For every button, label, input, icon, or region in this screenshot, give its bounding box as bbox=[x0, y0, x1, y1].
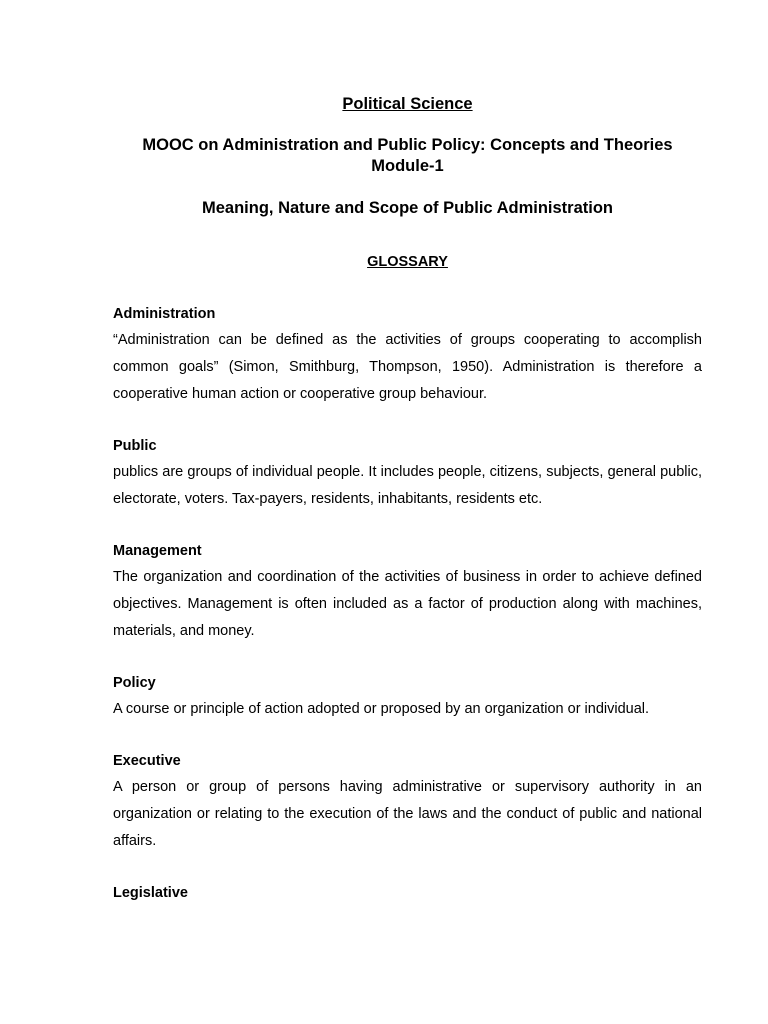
glossary-term: Executive bbox=[113, 753, 181, 769]
glossary-definition: publics are groups of individual people. It includes people, citizens, subjects, general public, electorate, voters. Tax-payers, residents, inhabitants, residents etc. bbox=[113, 464, 702, 507]
glossary-term: Administration bbox=[113, 306, 216, 322]
glossary-entry-executive bbox=[113, 748, 702, 855]
glossary-entry-public bbox=[113, 433, 702, 513]
course-title-line-1: MOOC on Administration and Public Policy: Concepts and Theories bbox=[142, 136, 673, 154]
module-number: Module-1 bbox=[371, 157, 444, 175]
glossary-definition: A course or principle of action adopted or proposed by an organization or individual. bbox=[113, 701, 650, 717]
module-title: Meaning, Nature and Scope of Public Administration bbox=[201, 199, 613, 217]
glossary-list bbox=[113, 301, 702, 931]
glossary-entry-legislative bbox=[113, 880, 702, 906]
glossary-heading: GLOSSARY bbox=[367, 254, 448, 270]
subject-title: Political Science bbox=[342, 95, 473, 113]
glossary-term: Legislative bbox=[113, 885, 188, 901]
glossary-entry-management bbox=[113, 538, 702, 645]
glossary-entry-administration bbox=[113, 301, 702, 408]
glossary-entry-policy bbox=[113, 670, 702, 723]
course-title bbox=[103, 135, 712, 177]
glossary-definition: “Administration can be defined as the activities of groups cooperating to accomplish common goals” (Simon, Smithburg, Thompson, 1950). Administration is therefore a cooperative human action or cooperative group behaviour. bbox=[113, 332, 702, 402]
glossary-term: Management bbox=[113, 543, 202, 559]
glossary-definition: A person or group of persons having administrative or supervisory authority in an organization or relating to the execution of the laws and the conduct of public and national affairs. bbox=[113, 779, 702, 849]
glossary-definition: The organization and coordination of the activities of business in order to achieve defined objectives. Management is often included as a factor of production along with machines, materials, and money. bbox=[113, 569, 702, 639]
glossary-term: Public bbox=[113, 438, 157, 454]
glossary-term: Policy bbox=[113, 675, 156, 691]
